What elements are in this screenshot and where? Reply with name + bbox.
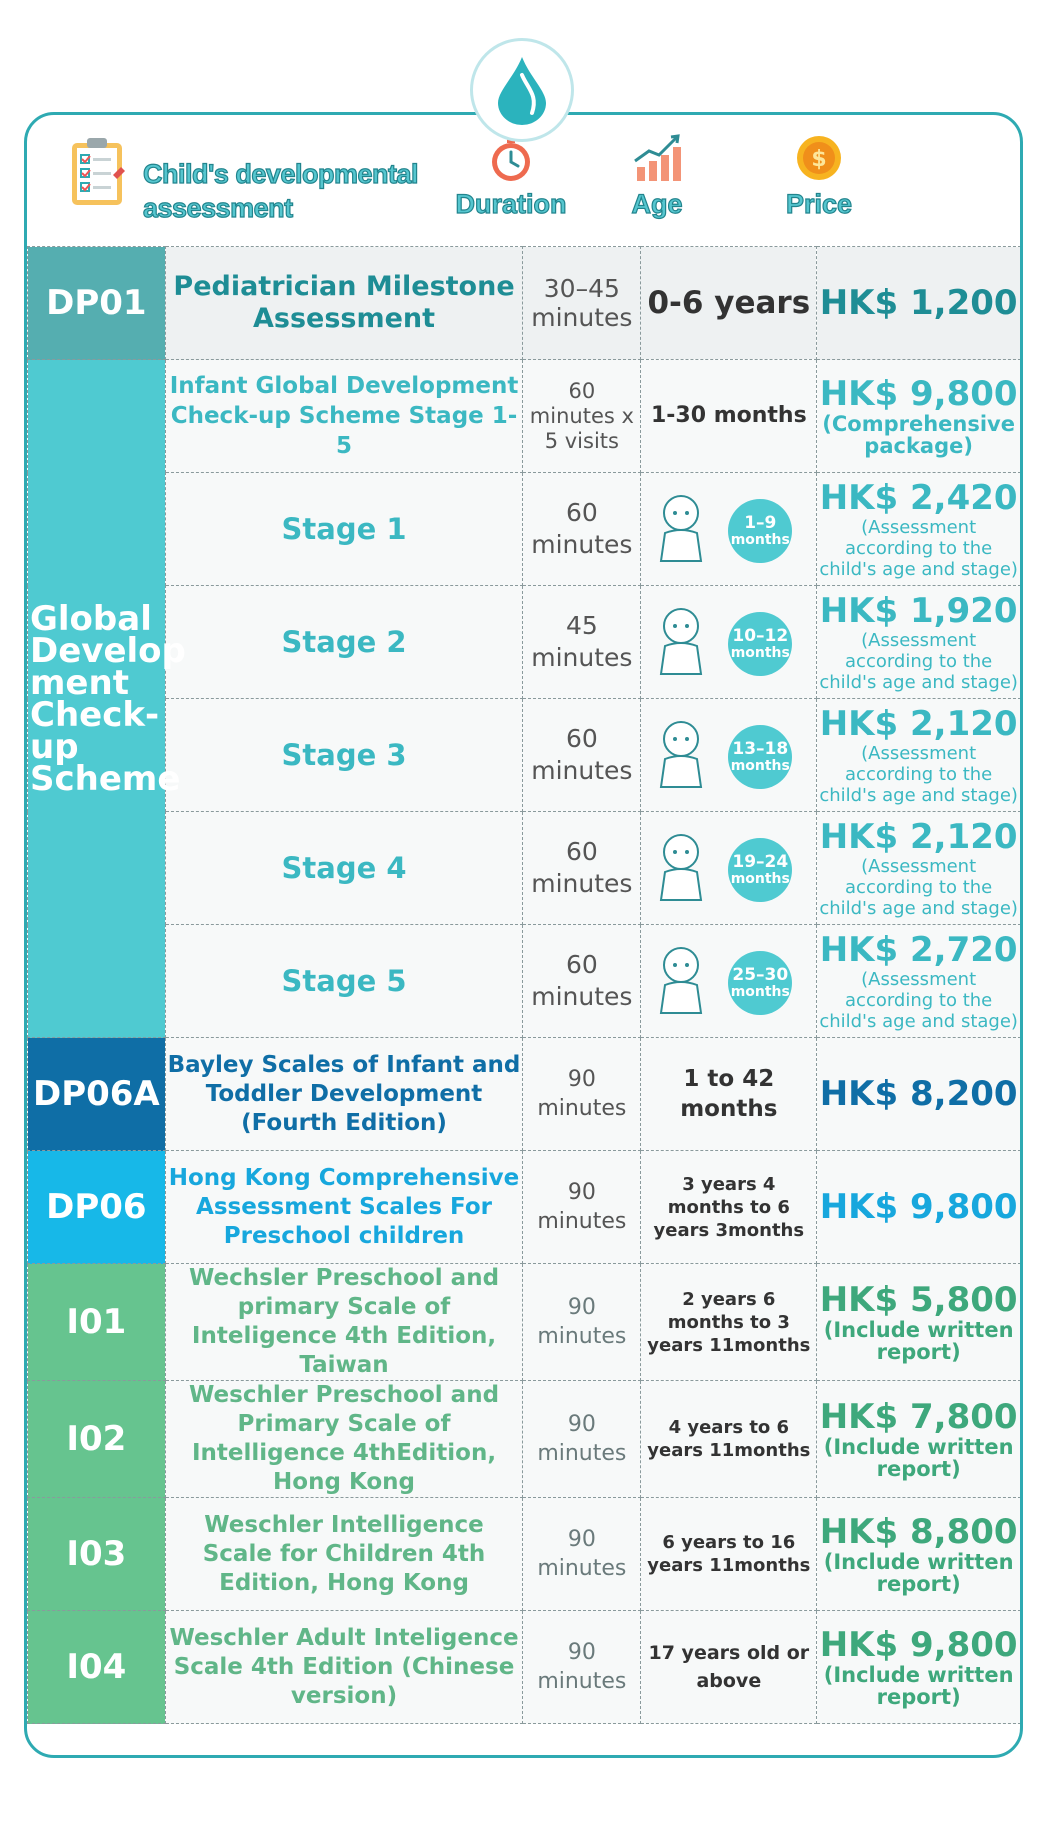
row-code: DP01	[28, 247, 166, 360]
row-age	[641, 812, 817, 925]
duration-header	[451, 133, 571, 220]
price-amount: HK$ 1,200	[819, 283, 1018, 323]
row-age: 3 years 4 months to 6 years 3months	[641, 1151, 817, 1264]
row-duration: 45 minutes	[523, 586, 641, 699]
age-header-label: Age	[631, 189, 683, 219]
row-name: Stage 3	[165, 699, 523, 812]
row-price	[817, 1381, 1021, 1498]
group-label: Global Develop ment Check-up Scheme	[28, 360, 166, 1038]
row-code: I01	[28, 1264, 166, 1381]
assessment-table	[27, 246, 1021, 1724]
duration-header-label: Duration	[455, 189, 567, 219]
row-duration: 30–45 minutes	[523, 247, 641, 360]
age-badge	[728, 612, 792, 676]
price-note: (Comprehensive package)	[822, 412, 1015, 458]
baby-illustration-icon	[651, 602, 717, 684]
row-duration: 60 minutes x 5 visits	[523, 360, 641, 473]
growth-chart-icon	[631, 133, 683, 183]
row-name: Stage 4	[165, 812, 523, 925]
row-price	[817, 925, 1021, 1038]
age-badge-range: 19–24	[732, 852, 789, 872]
price-amount: HK$ 7,800	[819, 1397, 1018, 1437]
row-name: Weschler Preschool and Primary Scale of Intelligence 4thEdition, Hong Kong	[165, 1381, 523, 1498]
price-note: (Assessment according to the child's age and stage)	[819, 629, 1018, 693]
price-amount: HK$ 2,420	[819, 477, 1018, 518]
age-badge	[728, 838, 792, 902]
row-name: Stage 1	[165, 473, 523, 586]
row-duration: 60 minutes	[523, 925, 641, 1038]
age-badge-unit: months	[730, 871, 790, 887]
price-amount: HK$ 2,720	[819, 929, 1018, 970]
price-amount: HK$ 9,800	[819, 1625, 1018, 1665]
row-name: Stage 5	[165, 925, 523, 1038]
price-amount: HK$ 8,200	[819, 1074, 1018, 1114]
row-duration: 90 minutes	[523, 1038, 641, 1151]
table-row	[28, 1381, 1021, 1498]
price-note: (Include written report)	[823, 1318, 1014, 1364]
row-price	[817, 1611, 1021, 1724]
price-note: (Assessment according to the child's age and stage)	[819, 855, 1018, 919]
row-code: I04	[28, 1611, 166, 1724]
water-drop-icon	[492, 55, 552, 125]
row-duration: 60 minutes	[523, 699, 641, 812]
row-duration: 90 minutes	[523, 1381, 641, 1498]
row-price	[817, 1498, 1021, 1611]
row-age: 4 years to 6 years 11months	[641, 1381, 817, 1498]
age-badge	[728, 499, 792, 563]
price-amount: HK$ 9,800	[819, 1187, 1018, 1227]
price-amount: HK$ 2,120	[819, 816, 1018, 857]
header-title: Child's developmental assessment	[143, 159, 418, 223]
table-row	[28, 812, 1021, 925]
price-note: (Include written report)	[823, 1663, 1014, 1709]
row-duration: 90 minutes	[523, 1498, 641, 1611]
age-badge-unit: months	[730, 758, 790, 774]
baby-illustration-icon	[651, 489, 717, 571]
brand-logo	[470, 38, 574, 142]
clipboard-checklist-icon	[69, 135, 127, 207]
age-badge-range: 10–12	[732, 626, 789, 646]
svg-text:$: $	[811, 147, 827, 172]
age-badge-range: 25–30	[732, 965, 789, 985]
table-row	[28, 1151, 1021, 1264]
row-duration: 90 minutes	[523, 1611, 641, 1724]
price-note: (Include written report)	[823, 1550, 1014, 1596]
row-price	[817, 1151, 1021, 1264]
row-name: Weschler Intelligence Scale for Children 4th Edition, Hong Kong	[165, 1498, 523, 1611]
row-age: 17 years old or above	[641, 1611, 817, 1724]
row-age: 0-6 years	[641, 247, 817, 360]
row-price	[817, 1264, 1021, 1381]
price-header-label: Price	[785, 189, 853, 219]
baby-illustration-icon	[651, 828, 717, 910]
table-row	[28, 360, 1021, 473]
price-note: (Assessment according to the child's age and stage)	[819, 516, 1018, 580]
row-age	[641, 473, 817, 586]
price-note: (Assessment according to the child's age and stage)	[819, 968, 1018, 1032]
age-badge	[728, 951, 792, 1015]
age-badge-range: 13–18	[732, 739, 789, 759]
row-price	[817, 1038, 1021, 1151]
row-name: Wechsler Preschool and primary Scale of Inteligence 4th Edition, Taiwan	[165, 1264, 523, 1381]
row-age: 1 to 42 months	[641, 1038, 817, 1151]
dollar-coin-icon	[794, 133, 844, 183]
row-duration: 60 minutes	[523, 473, 641, 586]
age-badge-range: 1–9	[744, 513, 777, 533]
table-row	[28, 925, 1021, 1038]
row-code: I02	[28, 1381, 166, 1498]
price-note: (Include written report)	[823, 1435, 1014, 1481]
row-age	[641, 699, 817, 812]
row-price	[817, 247, 1021, 360]
row-price	[817, 586, 1021, 699]
table-row	[28, 1611, 1021, 1724]
row-age: 6 years to 16 years 11months	[641, 1498, 817, 1611]
baby-illustration-icon	[651, 715, 717, 797]
row-code: I03	[28, 1498, 166, 1611]
table-row	[28, 473, 1021, 586]
row-name: Stage 2	[165, 586, 523, 699]
row-name: Hong Kong Comprehensive Assessment Scales For Preschool children	[165, 1151, 523, 1264]
row-price	[817, 812, 1021, 925]
baby-illustration-icon	[651, 941, 717, 1023]
price-note: (Assessment according to the child's age and stage)	[819, 742, 1018, 806]
price-header	[749, 133, 889, 220]
price-amount: HK$ 5,800	[819, 1280, 1018, 1320]
age-badge	[728, 725, 792, 789]
row-code: DP06A	[28, 1038, 166, 1151]
row-duration: 90 minutes	[523, 1151, 641, 1264]
table-row	[28, 1498, 1021, 1611]
row-price	[817, 473, 1021, 586]
row-duration: 90 minutes	[523, 1264, 641, 1381]
age-badge-unit: months	[730, 645, 790, 661]
table-row	[28, 1038, 1021, 1151]
row-duration: 60 minutes	[523, 812, 641, 925]
age-badge-unit: months	[730, 984, 790, 1000]
table-row	[28, 1264, 1021, 1381]
row-price	[817, 699, 1021, 812]
age-header	[597, 133, 717, 220]
row-code: DP06	[28, 1151, 166, 1264]
row-name: Bayley Scales of Infant and Toddler Development (Fourth Edition)	[165, 1038, 523, 1151]
assessment-table-frame	[24, 112, 1023, 1758]
age-badge-unit: months	[730, 532, 790, 548]
row-name: Infant Global Development Check-up Scheme Stage 1-5	[165, 360, 523, 473]
row-price	[817, 360, 1021, 473]
price-amount: HK$ 1,920	[819, 590, 1018, 631]
price-amount: HK$ 2,120	[819, 703, 1018, 744]
row-name: Weschler Adult Inteligence Scale 4th Edition (Chinese version)	[165, 1611, 523, 1724]
row-name: Pediatrician Milestone Assessment	[165, 247, 523, 360]
table-row	[28, 247, 1021, 360]
row-age: 2 years 6 months to 3 years 11months	[641, 1264, 817, 1381]
row-age: 1-30 months	[641, 360, 817, 473]
row-age	[641, 925, 817, 1038]
price-amount: HK$ 8,800	[819, 1512, 1018, 1552]
price-amount: HK$ 9,800	[819, 374, 1018, 414]
row-age	[641, 586, 817, 699]
